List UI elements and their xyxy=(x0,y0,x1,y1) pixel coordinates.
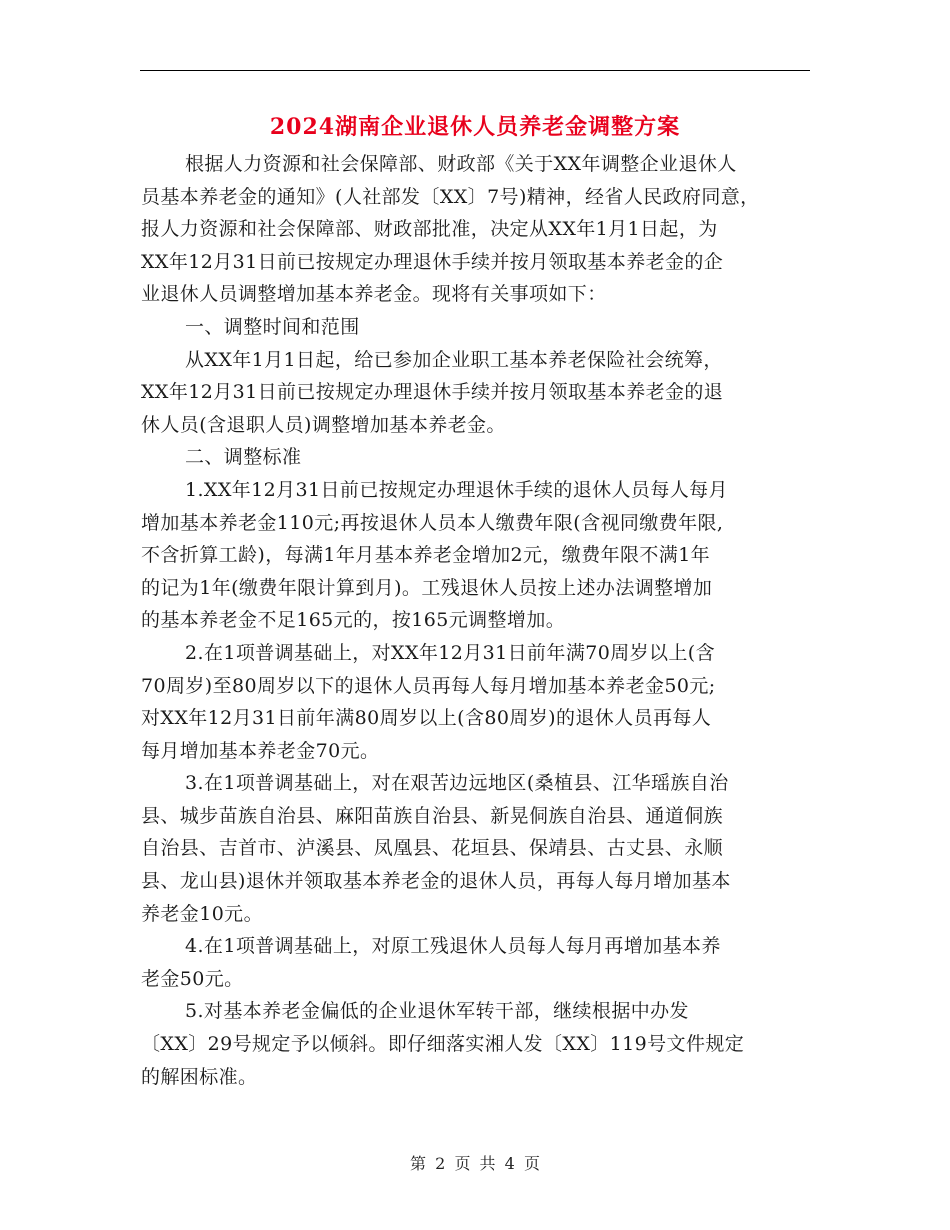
body-line: 2.在1项普调基础上，对XX年12月31日前年满70周岁以上(含 xyxy=(185,641,716,664)
body-line: 70周岁)至80周岁以下的退休人员再每人每月增加基本养老金50元; xyxy=(141,674,716,697)
body-line: 县、城步苗族自治县、麻阳苗族自治县、新晃侗族自治县、通道侗族 xyxy=(141,804,724,827)
body-line: 不含折算工龄)，每满1年月基本养老金增加2元，缴费年限不满1年 xyxy=(141,544,711,567)
body-line: 5.对基本养老金偏低的企业退休军转干部，继续根据中办发 xyxy=(185,1000,689,1023)
body-line: 根据人力资源和社会保障部、财政部《关于XX年调整企业退休人 xyxy=(185,153,737,175)
body-line: 的记为1年(缴费年限计算到月)。工残退休人员按上述办法调整增加 xyxy=(141,576,713,599)
body-line: 从XX年1月1日起，给已参加企业职工基本养老保险社会统筹， xyxy=(185,348,723,371)
footer-suffix: 页 xyxy=(523,1154,540,1173)
body-line: 县、龙山县)退休并领取基本养老金的退休人员，再每人每月增加基本 xyxy=(141,870,731,893)
body-line: 4.在1项普调基础上，对原工残退休人员每人每月再增加基本养 xyxy=(185,935,721,958)
footer-current-page: 2 xyxy=(435,1154,446,1173)
body-line: 对XX年12月31日前年满80周岁以上(含80周岁)的退休人员再每人 xyxy=(141,707,712,730)
body-line: 3.在1项普调基础上，对在艰苦边远地区(桑植县、江华瑶族自治 xyxy=(185,772,729,795)
footer-total-word: 共 xyxy=(479,1154,496,1173)
body-line: XX年12月31日前已按规定办理退休手续并按月领取基本养老金的企 xyxy=(141,250,724,273)
body-line: XX年12月31日前已按规定办理退休手续并按月领取基本养老金的退 xyxy=(141,381,724,404)
document-body xyxy=(141,148,821,1093)
body-line: 养老金10元。 xyxy=(141,902,263,925)
body-line: 每月增加基本养老金70元。 xyxy=(141,739,380,762)
footer-total-pages: 4 xyxy=(504,1154,515,1173)
body-line: 一、调整时间和范围 xyxy=(185,315,360,338)
body-line: 自治县、吉首市、泸溪县、凤凰县、花垣县、保靖县、古丈县、永顺 xyxy=(141,837,724,860)
body-line: 〔XX〕29号规定予以倾斜。即仔细落实湘人发〔XX〕119号文件规定 xyxy=(141,1033,745,1056)
header-rule xyxy=(140,70,810,71)
document-title: 2024湖南企业退休人员养老金调整方案 xyxy=(269,114,681,140)
body-line: 休人员(含退职人员)调整增加基本养老金。 xyxy=(141,413,506,436)
page-footer xyxy=(0,1153,950,1175)
body-line: 业退休人员调整增加基本养老金。现将有关事项如下： xyxy=(141,283,607,306)
footer-page-word: 页 xyxy=(454,1154,471,1173)
body-line: 老金50元。 xyxy=(141,967,244,990)
body-line: 增加基本养老金110元;再按退休人员本人缴费年限(含视同缴费年限, xyxy=(141,511,724,534)
body-line: 报人力资源和社会保障部、财政部批准，决定从XX年1月1日起，为 xyxy=(141,218,718,241)
body-line: 的解困标准。 xyxy=(141,1065,258,1088)
body-line: 二、调整标准 xyxy=(185,446,302,469)
body-line: 的基本养老金不足165元的，按165元调整增加。 xyxy=(141,609,566,632)
body-line: 1.XX年12月31日前已按规定办理退休手续的退休人员每人每月 xyxy=(185,478,728,501)
body-line: 员基本养老金的通知》(人社部发〔XX〕7号)精神，经省人民政府同意， xyxy=(141,185,760,208)
footer-prefix: 第 xyxy=(410,1154,427,1173)
